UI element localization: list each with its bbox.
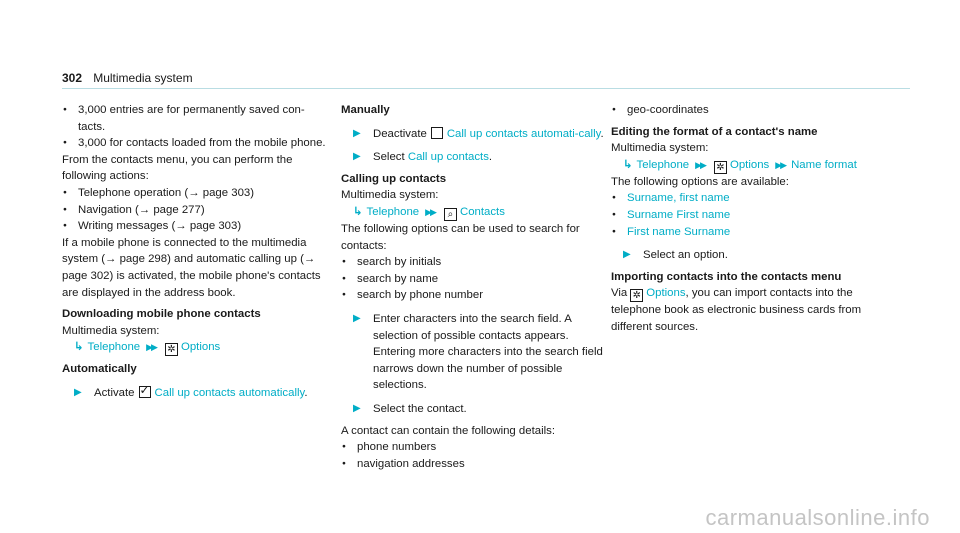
paragraph: A contact can contain the following details: [341, 424, 556, 437]
list-item: ● geo-coordinates [611, 102, 879, 119]
path-telephone[interactable]: Telephone [87, 341, 141, 354]
list-item: ● search by name [341, 271, 609, 288]
paragraph [611, 285, 879, 335]
list-item: ● search by initials [341, 254, 609, 271]
watermark: carmanualsonline.info [705, 505, 930, 531]
paragraph: The following options can be used to search for contacts: [341, 222, 580, 252]
section-heading: Importing contacts into the contacts menu [611, 270, 842, 283]
step-arrow-icon: ▶ [353, 402, 361, 414]
step-text: Activate [94, 386, 135, 399]
paragraph: Multimedia system: [611, 142, 709, 155]
list-item: ● 3,000 for contacts loaded from the mobile phone. [62, 135, 330, 152]
chevron-icon: ▶▶ [146, 342, 156, 353]
step-arrow-icon: ▶ [353, 151, 361, 163]
column-2 [341, 102, 609, 472]
step-arrow-icon: ▶ [623, 249, 631, 261]
text-via: Via [611, 287, 628, 300]
return-arrow-icon: ↳ [353, 205, 363, 218]
options-link[interactable]: Options [646, 287, 686, 300]
gear-icon: ✲ [165, 343, 178, 356]
return-arrow-icon: ↳ [74, 341, 84, 354]
menu-path [62, 339, 330, 356]
step [62, 385, 330, 402]
page-header [62, 70, 910, 89]
path-contacts[interactable]: Contacts [459, 205, 505, 218]
step-text: Select [373, 151, 405, 164]
list-item: ● 3,000 entries are for permanently saved con-tacts. [62, 102, 330, 135]
list-item: ● phone numbers [341, 439, 609, 456]
paragraph: The following options are available: [611, 175, 789, 188]
path-telephone[interactable]: Telephone [366, 205, 420, 218]
gear-icon: ✲ [630, 289, 643, 302]
step-text: Select an option. [643, 249, 728, 262]
call-up-contacts-automatically-link[interactable]: Call up contacts automati-cally [446, 127, 601, 140]
path-options[interactable]: Options [729, 158, 770, 171]
call-up-contacts-link[interactable]: Call up contacts [407, 151, 489, 164]
return-arrow-icon: ↳ [623, 158, 633, 171]
section-heading: Editing the format of a contact's name [611, 125, 818, 138]
step-text: Select the contact. [373, 402, 467, 415]
section-heading: Manually [341, 104, 390, 116]
call-up-contacts-automatically-link[interactable]: Call up contacts automatically [154, 386, 305, 399]
list-item: ● navigation addresses [341, 456, 609, 473]
column-1 [62, 102, 330, 407]
section-heading: Automatically [62, 363, 137, 376]
step-arrow-icon: ▶ [353, 127, 361, 139]
option-surname-first-name-no-comma[interactable]: ● Surname First name [611, 207, 879, 224]
step-text-end: . [488, 151, 493, 164]
option-first-name-surname[interactable]: ● First name Surname [611, 224, 879, 241]
step [611, 247, 879, 264]
chevron-icon: ▶▶ [775, 159, 786, 170]
step-text: Enter characters into the search field. A selection of possible contacts appears. Entering more characters into the search field narrows down the number of possible selections. [373, 312, 603, 392]
search-icon: ⌕ [444, 208, 457, 221]
chevron-icon: ▶▶ [695, 159, 705, 170]
checkbox-checked-icon[interactable] [139, 386, 151, 398]
step-arrow-icon: ▶ [74, 386, 82, 398]
menu-path [611, 157, 879, 174]
list-item: ● Navigation (→ page 277) [62, 202, 330, 219]
paragraph: Multimedia system: [62, 324, 160, 337]
header-title: Multimedia system [93, 71, 193, 85]
step [341, 311, 609, 394]
checkbox-unchecked-icon[interactable] [431, 127, 443, 139]
path-options[interactable]: Options [180, 341, 221, 354]
step-text: Deactivate [373, 127, 427, 140]
step-text-end: . [304, 386, 308, 399]
step [341, 401, 609, 418]
menu-path [341, 204, 609, 221]
list-item: ● search by phone number [341, 287, 609, 304]
page-number: 302 [62, 71, 83, 85]
step [341, 149, 609, 166]
paragraph: From the contacts menu, you can perform the following actions: [62, 153, 293, 183]
path-telephone[interactable]: Telephone [636, 158, 690, 171]
paragraph-text: , you can import contacts into the telephone book as electronic business cards from different sources. [611, 287, 862, 333]
step [341, 126, 609, 143]
gear-icon: ✲ [714, 161, 727, 174]
column-3 [611, 102, 879, 336]
paragraph: Multimedia system: [341, 189, 439, 202]
option-surname-first-name[interactable]: ● Surname, first name [611, 190, 879, 207]
list-item: ● Telephone operation (→ page 303) [62, 185, 330, 202]
paragraph: If a mobile phone is connected to the multimedia system (→ page 298) and automatic calling up (→ page 302) is activated, the mobile phone's contacts are displayed in the address book. [62, 236, 321, 299]
chevron-icon: ▶▶ [425, 206, 435, 217]
step-arrow-icon: ▶ [353, 312, 361, 324]
step-text-end: . [600, 127, 604, 140]
section-heading: Downloading mobile phone contacts [62, 308, 261, 321]
list-item: ● Writing messages (→ page 303) [62, 218, 330, 235]
path-name-format[interactable]: Name format [791, 158, 857, 171]
section-heading: Calling up contacts [341, 172, 447, 185]
